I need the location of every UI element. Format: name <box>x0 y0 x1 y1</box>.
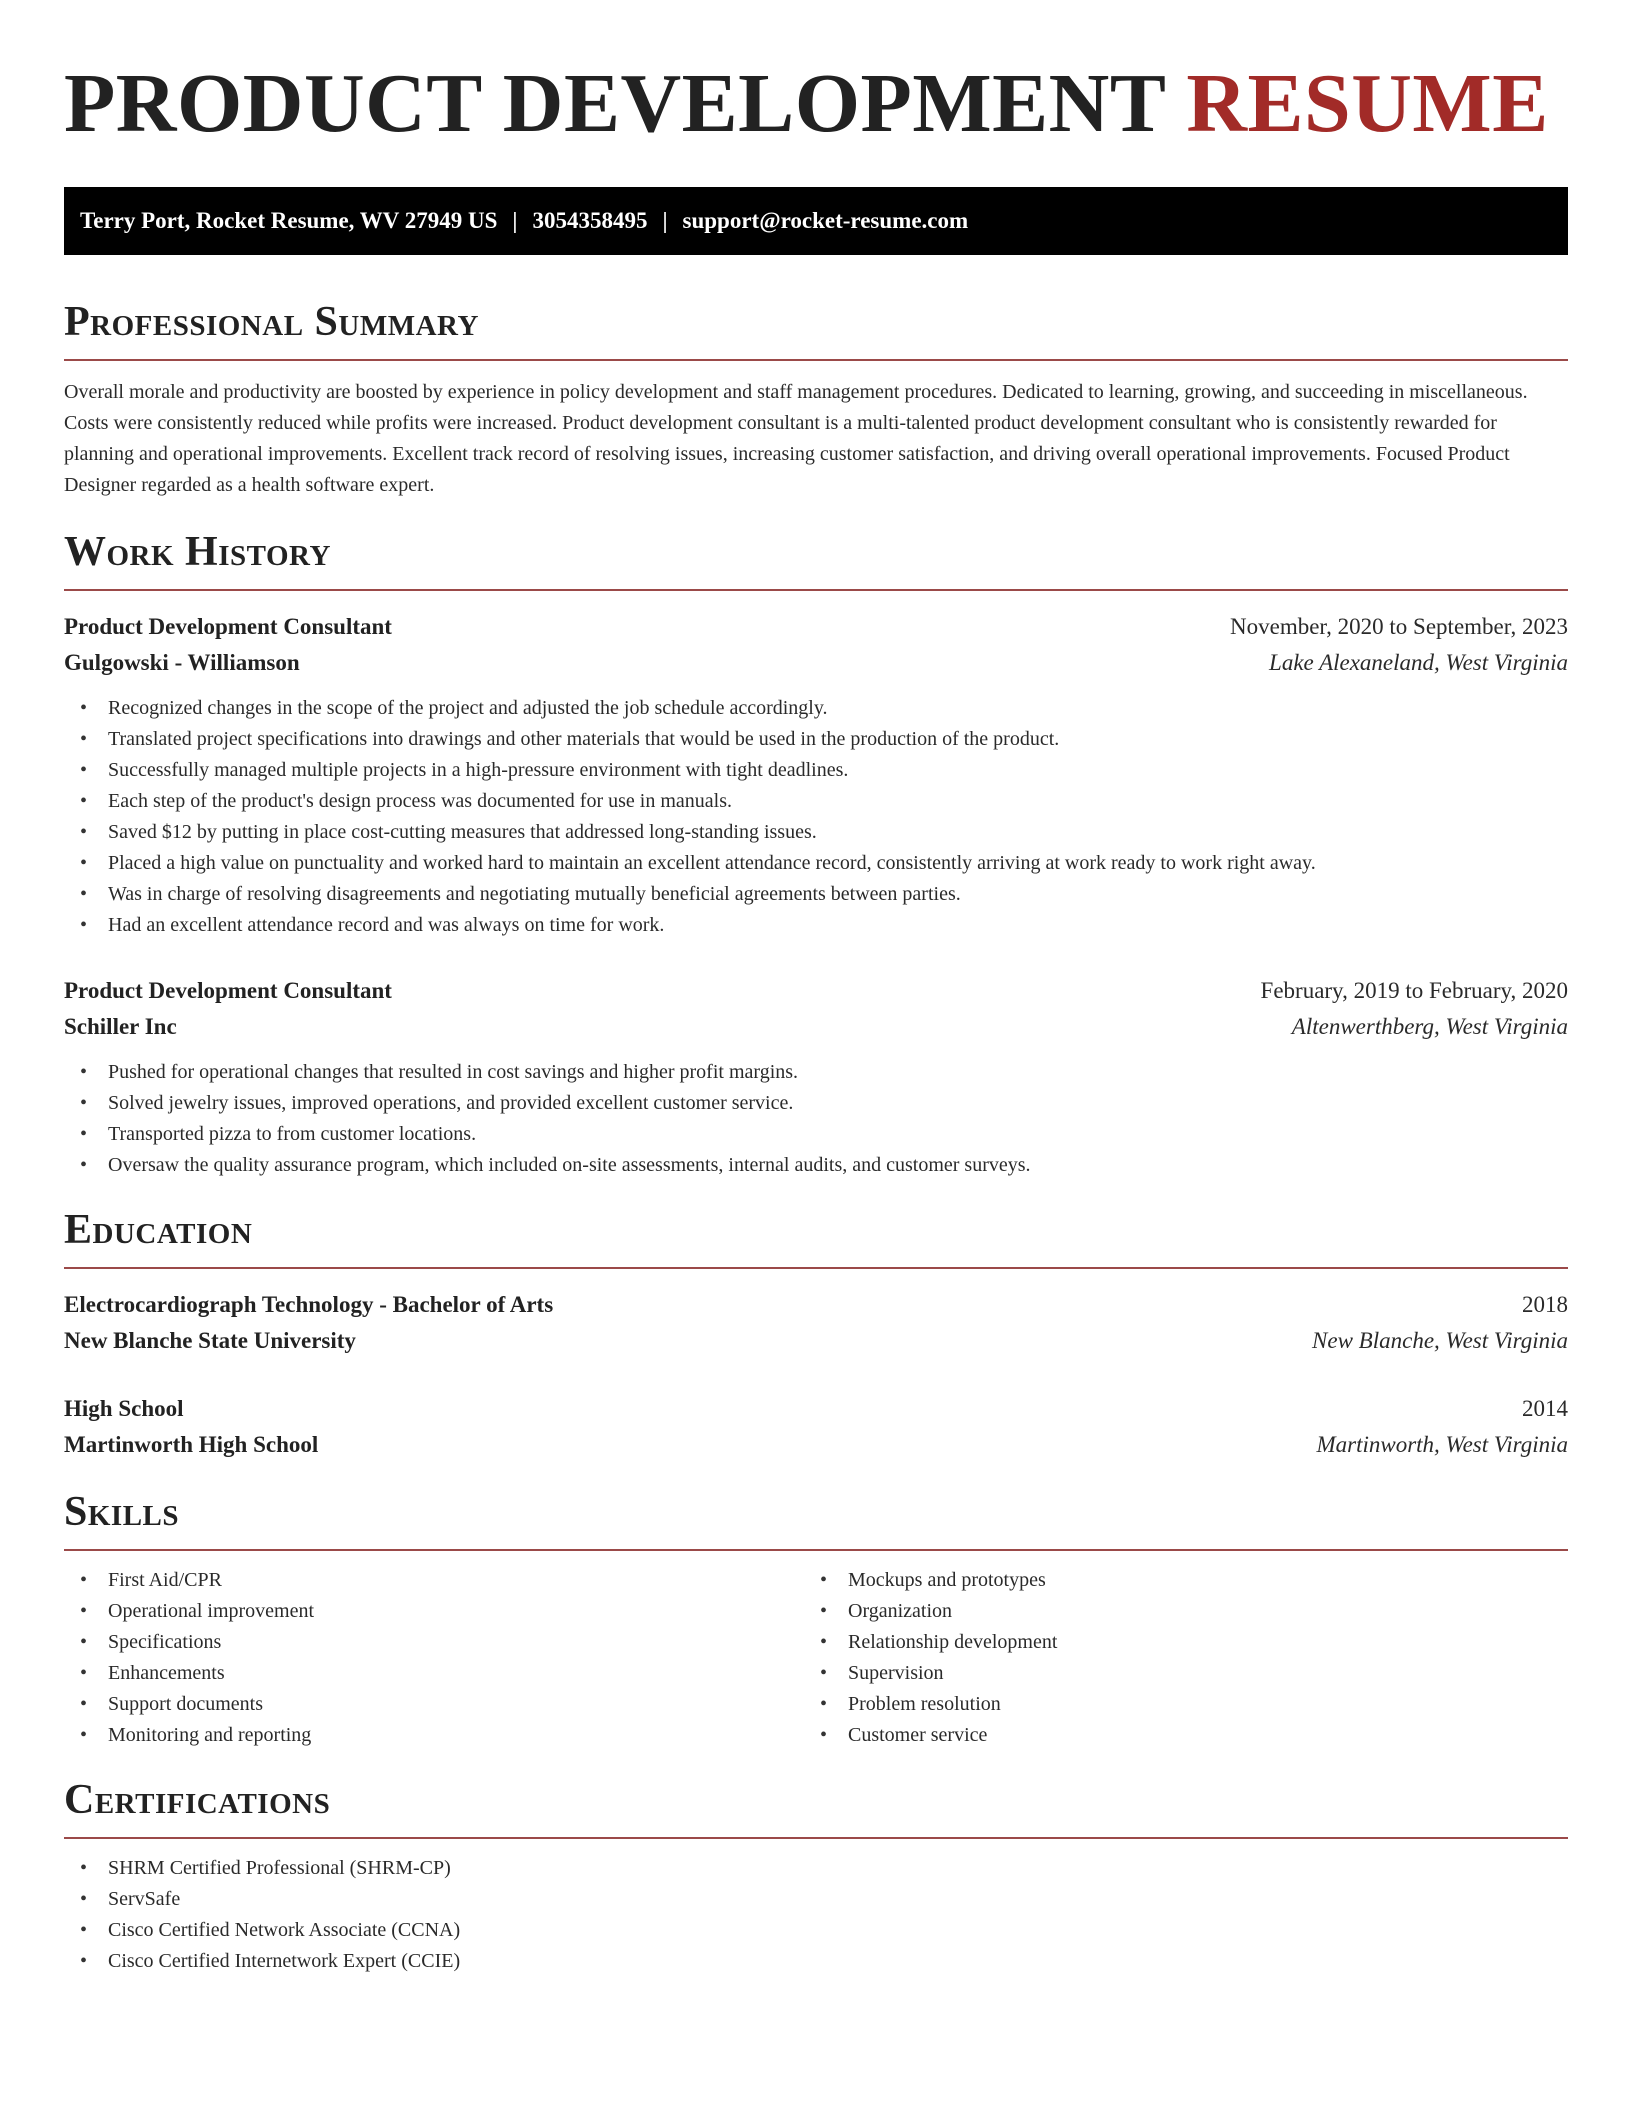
list-item: • Transported pizza to from customer locations. <box>64 1119 1568 1150</box>
job-location: Lake Alexaneland, West Virginia <box>1269 650 1568 675</box>
list-item: • Had an excellent attendance record and was always on time for work. <box>64 910 1568 941</box>
summary-heading: Professional Summary <box>64 299 479 345</box>
contact-separator: | <box>662 208 668 233</box>
list-item: • Enhancements <box>64 1658 804 1689</box>
job-bullets <box>64 693 1568 941</box>
list-item: • Pushed for operational changes that resulted in cost savings and higher profit margins. <box>64 1057 1568 1088</box>
list-item: • Was in charge of resolving disagreements and negotiating mutually beneficial agreements between parties. <box>64 879 1568 910</box>
list-item: • Translated project specifications into drawings and other materials that would be used in the production of the product. <box>64 724 1568 755</box>
work-history-section <box>64 527 1568 1181</box>
job-dates: November, 2020 to September, 2023 <box>1230 614 1568 639</box>
resume-title <box>64 56 1568 152</box>
education-degree-row <box>64 1391 1568 1427</box>
education-location: New Blanche, West Virginia <box>1312 1328 1568 1353</box>
education-entry <box>64 1287 1568 1359</box>
job-title: Product Development Consultant <box>64 978 392 1003</box>
list-item: • Mockups and prototypes <box>804 1565 1544 1596</box>
job-company: Schiller Inc <box>64 1014 177 1039</box>
job-company-row <box>64 1009 1568 1045</box>
list-item: • Relationship development <box>804 1627 1544 1658</box>
list-item: • Successfully managed multiple projects in a high-pressure environment with tight deadlines. <box>64 755 1568 786</box>
contact-email: support@rocket-resume.com <box>682 208 969 233</box>
skills-heading: Skills <box>64 1489 180 1535</box>
section-divider <box>64 1837 1568 1839</box>
skills-section <box>64 1487 1568 1751</box>
job-entry <box>64 609 1568 941</box>
list-item: • SHRM Certified Professional (SHRM-CP) <box>64 1853 1568 1884</box>
list-item: • Operational improvement <box>64 1596 804 1627</box>
education-year: 2014 <box>1522 1396 1568 1421</box>
list-item: • Placed a high value on punctuality and worked hard to maintain an excellent attendance record, consistently arriving at work ready to work right away. <box>64 848 1568 879</box>
list-item: • Cisco Certified Network Associate (CCNA) <box>64 1915 1568 1946</box>
education-school: New Blanche State University <box>64 1328 356 1353</box>
job-dates: February, 2019 to February, 2020 <box>1260 978 1568 1003</box>
list-item: • Solved jewelry issues, improved operations, and provided excellent customer service. <box>64 1088 1568 1119</box>
job-title: Product Development Consultant <box>64 614 392 639</box>
education-degree: High School <box>64 1396 184 1421</box>
list-item: • Each step of the product's design process was documented for use in manuals. <box>64 786 1568 817</box>
list-item: • Specifications <box>64 1627 804 1658</box>
job-bullets <box>64 1057 1568 1181</box>
work-history-heading: Work History <box>64 529 331 575</box>
section-divider <box>64 589 1568 591</box>
education-school-row <box>64 1427 1568 1463</box>
education-heading: Education <box>64 1207 253 1253</box>
list-item: • First Aid/CPR <box>64 1565 804 1596</box>
summary-section <box>64 297 1568 501</box>
title-accent: RESUME <box>1186 57 1549 150</box>
list-item: • Recognized changes in the scope of the project and adjusted the job schedule accordingly. <box>64 693 1568 724</box>
education-section <box>64 1205 1568 1463</box>
title-main: PRODUCT DEVELOPMENT <box>64 57 1165 150</box>
job-entry <box>64 973 1568 1181</box>
education-school-row <box>64 1323 1568 1359</box>
education-degree-row <box>64 1287 1568 1323</box>
job-location: Altenwerthberg, West Virginia <box>1291 1014 1568 1039</box>
list-item: • Monitoring and reporting <box>64 1720 804 1751</box>
section-divider <box>64 359 1568 361</box>
job-header-row <box>64 609 1568 645</box>
section-divider <box>64 1267 1568 1269</box>
job-company-row <box>64 645 1568 681</box>
contact-phone: 3054358495 <box>532 208 648 233</box>
education-degree: Electrocardiograph Technology - Bachelor of Arts <box>64 1292 554 1317</box>
certifications-heading: Certifications <box>64 1777 331 1823</box>
skills-grid <box>64 1565 1568 1751</box>
education-location: Martinworth, West Virginia <box>1316 1432 1568 1457</box>
list-item: • Cisco Certified Internetwork Expert (CCIE) <box>64 1946 1568 1977</box>
job-company: Gulgowski - Williamson <box>64 650 300 675</box>
education-year: 2018 <box>1522 1292 1568 1317</box>
summary-text: Overall morale and productivity are boosted by experience in policy development and staff management procedures. Dedicated to learning, growing, and succeeding in miscellaneous. Costs were consistently reduced while profits were increased. Product development consultant is a multi-talented product development consultant who is consistently rewarded for planning and operational improvements. Excellent track record of resolving issues, increasing customer satisfaction, and driving overall operational improvements. Focused Product Designer regarded as a health software expert. <box>64 381 1528 496</box>
contact-bar <box>64 187 1568 255</box>
skills-list-left <box>64 1565 804 1751</box>
list-item: • Supervision <box>804 1658 1544 1689</box>
skills-list-right <box>804 1565 1544 1751</box>
list-item: • Problem resolution <box>804 1689 1544 1720</box>
contact-separator: | <box>512 208 518 233</box>
contact-address: Terry Port, Rocket Resume, WV 27949 US <box>80 208 498 233</box>
certifications-list <box>64 1853 1568 1977</box>
list-item: • ServSafe <box>64 1884 1568 1915</box>
list-item: • Oversaw the quality assurance program, which included on-site assessments, internal audits, and customer surveys. <box>64 1150 1568 1181</box>
education-school: Martinworth High School <box>64 1432 319 1457</box>
education-entry <box>64 1391 1568 1463</box>
section-divider <box>64 1549 1568 1551</box>
certifications-section <box>64 1775 1568 1977</box>
list-item: • Support documents <box>64 1689 804 1720</box>
list-item: • Customer service <box>804 1720 1544 1751</box>
job-header-row <box>64 973 1568 1009</box>
list-item: • Organization <box>804 1596 1544 1627</box>
list-item: • Saved $12 by putting in place cost-cutting measures that addressed long-standing issues. <box>64 817 1568 848</box>
